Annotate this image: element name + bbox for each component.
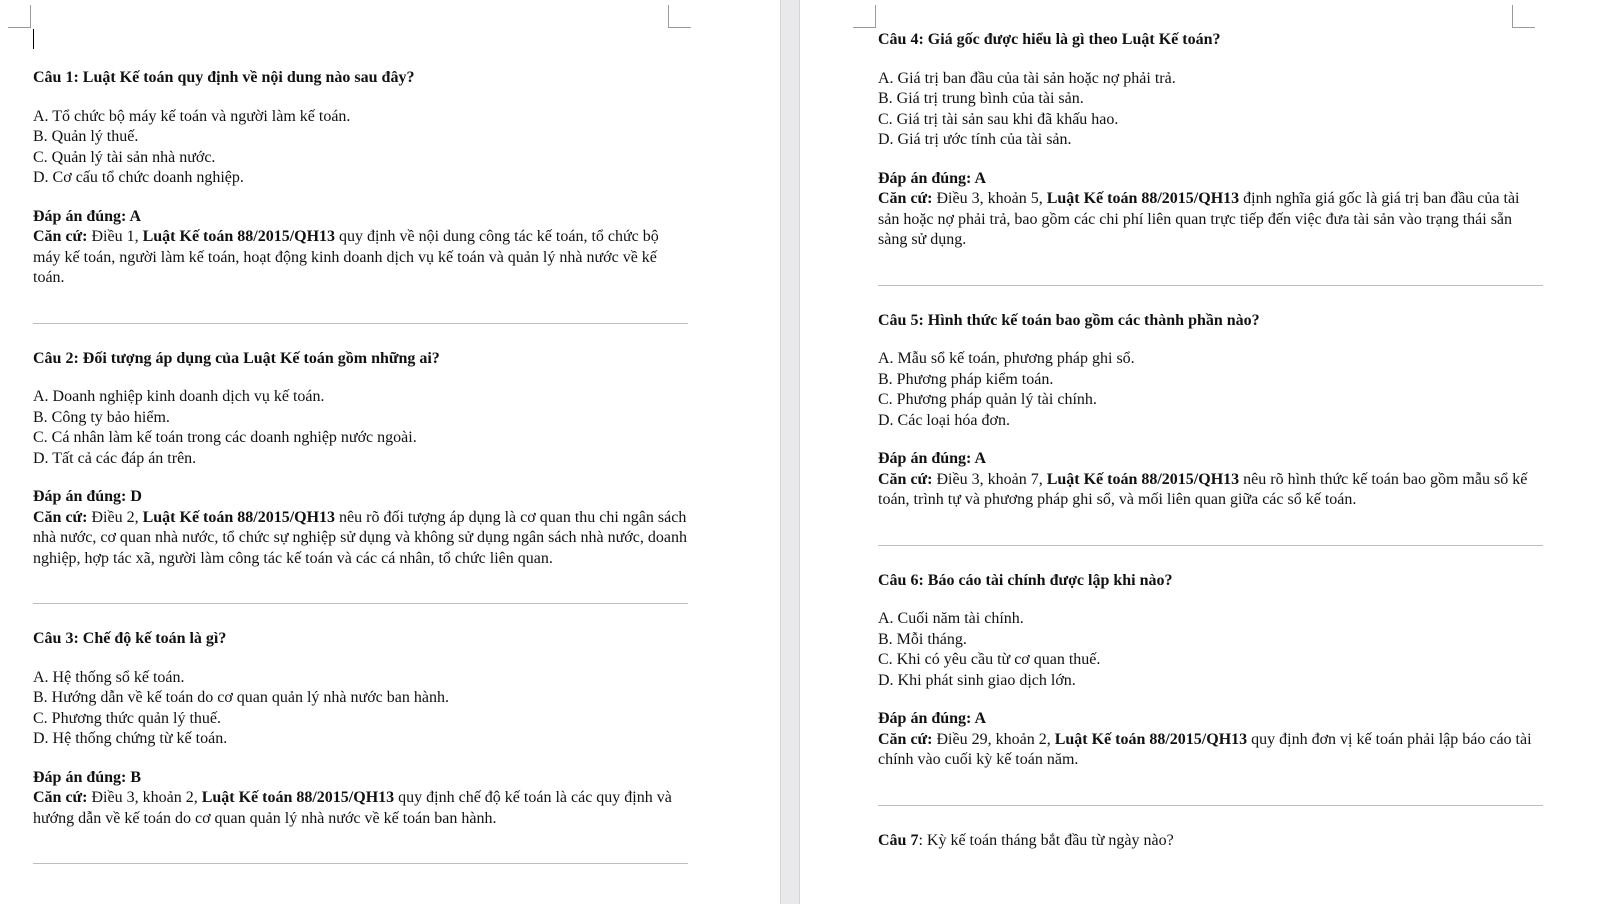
legal-basis	[878, 470, 1543, 511]
basis-text: nêu rõ hình thức kế toán bao gồm mẫu sổ kế toán, trình tự và phương pháp ghi sổ, và mối liên quan giữa các sổ kế toán.	[878, 470, 1528, 508]
answer-option: D. Tất cả các đáp án trên.	[33, 449, 197, 467]
answer-option: D. Cơ cấu tổ chức doanh nghiệp.	[33, 169, 244, 186]
left-page-content[interactable]	[33, 68, 688, 889]
answer-option: C. Phương thức quản lý thuế.	[33, 709, 222, 727]
question-heading: Câu 1: Luật Kế toán quy định về nội dung nào sau đây?	[33, 69, 415, 86]
correct-answer: Đáp án đúng: A	[878, 450, 987, 467]
question-heading: Câu 2: Đối tượng áp dụng của Luật Kế toán gồm những ai?	[33, 349, 440, 367]
right-page-content[interactable]	[878, 30, 1543, 851]
section-divider	[33, 603, 688, 604]
correct-answer: Đáp án đúng: D	[33, 488, 142, 505]
answer-options	[33, 668, 688, 750]
correct-answer: Đáp án đúng: A	[33, 207, 142, 225]
correct-answer: Đáp án đúng: A	[878, 710, 987, 727]
question-block-6	[878, 571, 1543, 771]
answer-options	[878, 609, 1543, 691]
question-block-4	[878, 30, 1543, 251]
answer-option: B. Công ty bảo hiểm.	[33, 408, 170, 426]
legal-basis	[878, 730, 1543, 771]
answer-option: D. Giá trị ước tính của tài sản.	[878, 131, 1072, 148]
basis-label: Căn cứ:	[33, 228, 88, 245]
answer-option: A. Hệ thống sổ kế toán.	[33, 668, 185, 686]
law-reference: Luật Kế toán 88/2015/QH13	[1046, 470, 1240, 488]
answer-option: B. Giá trị trung bình của tài sản.	[878, 90, 1084, 107]
section-divider	[878, 805, 1543, 806]
basis-label: Căn cứ:	[878, 730, 933, 748]
question-number: Câu 7	[878, 831, 919, 849]
document-page-right	[800, 0, 1600, 904]
page-gutter	[780, 0, 800, 904]
answer-options	[33, 387, 688, 469]
answer-option: B. Phương pháp kiểm toán.	[878, 370, 1054, 388]
law-reference: Luật Kế toán 88/2015/QH13	[1054, 730, 1248, 748]
correct-answer: Đáp án đúng: A	[878, 169, 987, 187]
answer-option: B. Mỗi tháng.	[878, 630, 967, 648]
crop-mark-top-right	[1512, 5, 1535, 28]
crop-mark-top-left	[8, 5, 31, 28]
question-text: : Kỳ kế toán tháng bắt đầu từ ngày nào?	[918, 831, 1174, 849]
question-block-3	[33, 629, 688, 829]
section-divider	[878, 545, 1543, 546]
question-heading: Câu 5: Hình thức kế toán bao gồm các thành phần nào?	[878, 311, 1260, 329]
basis-article: Điều 1,	[87, 228, 143, 245]
answer-option: A. Doanh nghiệp kinh doanh dịch vụ kế toán.	[33, 388, 325, 405]
legal-basis	[878, 189, 1543, 251]
crop-mark-top-right	[668, 5, 691, 28]
basis-text: định nghĩa giá gốc là giá trị ban đầu của tài sản hoặc nợ phải trả, bao gồm các chi phí liên quan trực tiếp đến việc đưa tài sản vào trạng thái sẵn sàng sử dụng.	[878, 190, 1520, 248]
basis-text: quy định về nội dung công tác kế toán, tổ chức bộ máy kế toán, người làm kế toán, hoạt động kinh doanh dịch vụ kế toán và quản lý nhà nước về kế toán.	[33, 228, 659, 286]
section-divider	[33, 323, 688, 324]
answer-options	[878, 349, 1543, 431]
basis-text: nêu rõ đối tượng áp dụng là cơ quan thu chi ngân sách nhà nước, cơ quan nhà nước, tổ chức sự nghiệp sử dụng và không sử dụng ngân sách nhà nước, doanh nghiệp, hợp tác xã, người làm công tác kế toán và các cá nhân, tổ chức liên quan.	[33, 508, 687, 567]
answer-option: D. Các loại hóa đơn.	[878, 411, 1010, 429]
answer-option: A. Tổ chức bộ máy kế toán và người làm kế toán.	[33, 107, 351, 125]
basis-article: Điều 3, khoản 2,	[87, 789, 202, 806]
question-heading: Câu 3: Chế độ kế toán là gì?	[33, 630, 227, 647]
basis-article: Điều 3, khoản 5,	[932, 190, 1047, 207]
legal-basis	[33, 508, 688, 570]
answer-option: D. Khi phát sinh giao dịch lớn.	[878, 671, 1076, 689]
question-heading: Câu 4: Giá gốc được hiểu là gì theo Luật Kế toán?	[878, 31, 1221, 48]
basis-article: Điều 2,	[87, 508, 143, 526]
basis-article: Điều 29, khoản 2,	[932, 730, 1055, 748]
answer-option: A. Cuối năm tài chính.	[878, 610, 1024, 627]
basis-label: Căn cứ:	[33, 508, 88, 526]
basis-text: quy định đơn vị kế toán phải lập báo cáo tài chính vào cuối kỳ kế toán năm.	[878, 730, 1532, 768]
answer-option: A. Mẫu sổ kế toán, phương pháp ghi sổ.	[878, 350, 1135, 367]
answer-option: C. Giá trị tài sản sau khi đã khấu hao.	[878, 110, 1119, 128]
answer-options	[878, 69, 1543, 151]
answer-option: C. Quản lý tài sản nhà nước.	[33, 148, 216, 166]
section-divider	[33, 863, 688, 864]
answer-option: C. Phương pháp quản lý tài chính.	[878, 391, 1097, 408]
crop-mark-top-left	[853, 5, 876, 28]
basis-text: quy định chế độ kế toán là các quy định và hướng dẫn về kế toán do cơ quan quản lý nhà nước về kế toán ban hành.	[33, 789, 672, 827]
question-heading: Câu 6: Báo cáo tài chính được lập khi nào?	[878, 571, 1173, 589]
basis-label: Căn cứ:	[33, 789, 88, 806]
answer-option: C. Cá nhân làm kế toán trong các doanh nghiệp nước ngoài.	[33, 429, 417, 446]
basis-article: Điều 3, khoản 7,	[932, 470, 1047, 488]
answer-option: B. Quản lý thuế.	[33, 128, 139, 145]
legal-basis	[33, 788, 688, 829]
answer-option: C. Khi có yêu cầu từ cơ quan thuế.	[878, 651, 1101, 668]
section-divider	[878, 285, 1543, 286]
answer-options	[33, 107, 688, 189]
answer-option: B. Hướng dẫn về kế toán do cơ quan quản lý nhà nước ban hành.	[33, 689, 449, 706]
basis-label: Căn cứ:	[878, 190, 933, 207]
document-page-left	[0, 0, 780, 904]
text-cursor	[33, 29, 34, 49]
answer-option: A. Giá trị ban đầu của tài sản hoặc nợ phải trả.	[878, 69, 1176, 87]
law-reference: Luật Kế toán 88/2015/QH13	[142, 228, 336, 245]
law-reference: Luật Kế toán 88/2015/QH13	[201, 789, 395, 806]
basis-label: Căn cứ:	[878, 470, 933, 488]
question-block-5	[878, 311, 1543, 511]
law-reference: Luật Kế toán 88/2015/QH13	[1046, 190, 1240, 207]
question-block-2	[33, 349, 688, 570]
law-reference: Luật Kế toán 88/2015/QH13	[142, 508, 336, 526]
legal-basis	[33, 227, 688, 289]
question-block-1	[33, 68, 688, 289]
question-heading-7	[878, 831, 1543, 852]
correct-answer: Đáp án đúng: B	[33, 768, 142, 786]
answer-option: D. Hệ thống chứng từ kế toán.	[33, 730, 228, 747]
